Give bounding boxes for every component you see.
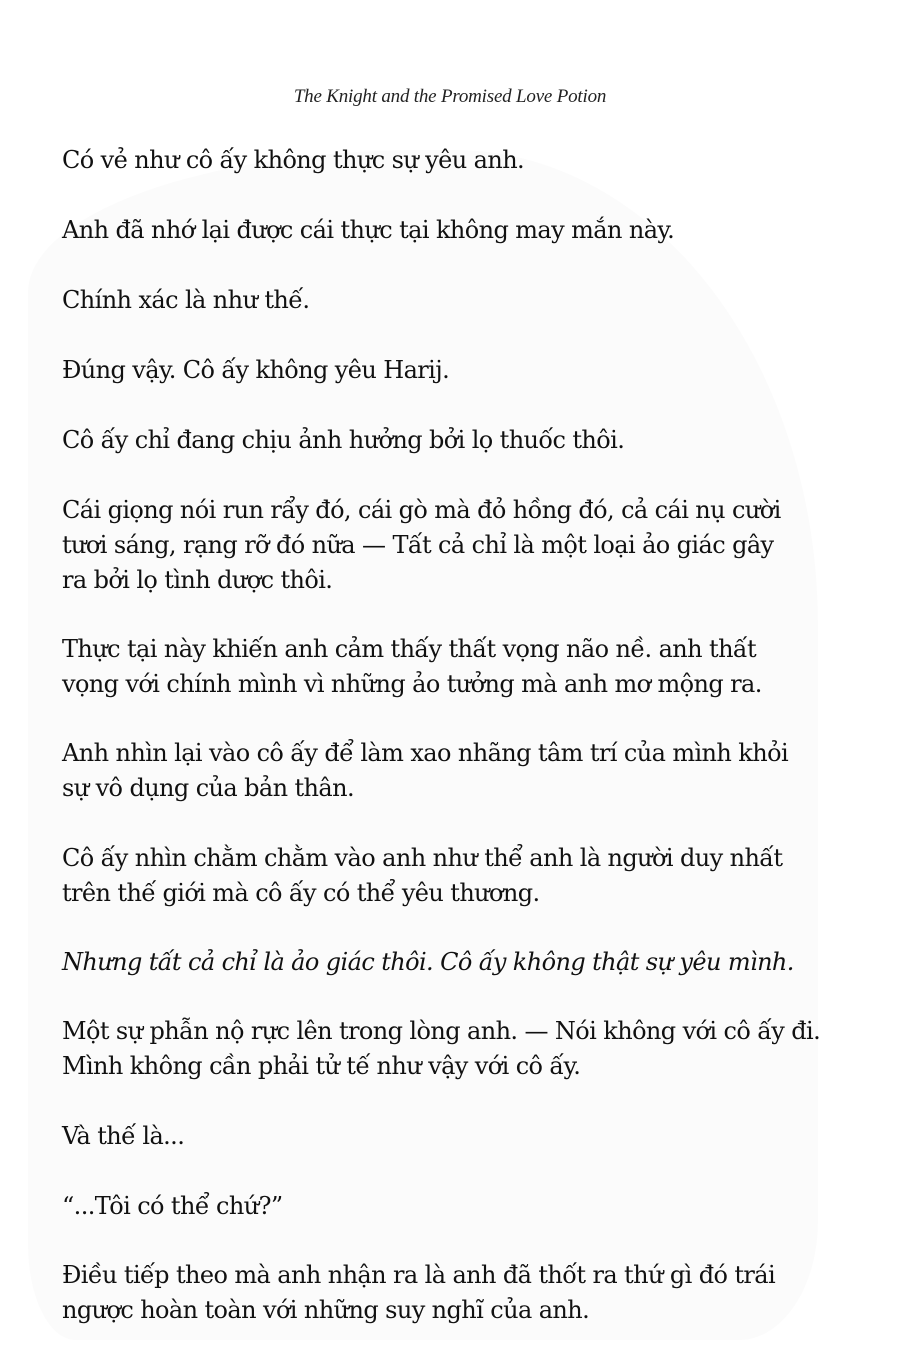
- text-line: Đúng vậy. Cô ấy không yêu Harij.: [62, 356, 450, 384]
- running-header-book-title: The Knight and the Promised Love Potion: [293, 86, 607, 107]
- paragraph-7: [62, 632, 762, 702]
- text-line: Và thế là...: [62, 1122, 185, 1150]
- paragraph-14: [62, 1258, 775, 1328]
- text-line: tươi sáng, rạng rỡ đó nữa — Tất cả chỉ là một loại ảo giác gây: [62, 531, 774, 559]
- paragraph-12: [62, 1119, 184, 1154]
- text-line: trên thế giới mà cô ấy có thể yêu thương.: [62, 879, 540, 907]
- paragraph-6: [62, 493, 781, 598]
- paragraph-11: [62, 1014, 820, 1084]
- paragraph-13-dialogue: [62, 1189, 283, 1224]
- text-line: Một sự phẫn nộ rực lên trong lòng anh. — Nói không với cô ấy đi.: [62, 1017, 821, 1045]
- text-line: Chính xác là như thế.: [62, 286, 310, 314]
- text-line: Cô ấy nhìn chằm chằm vào anh như thể anh là người duy nhất: [62, 844, 783, 872]
- text-line: sự vô dụng của bản thân.: [62, 774, 354, 802]
- text-line: Thực tại này khiến anh cảm thấy thất vọng não nề. anh thất: [62, 635, 757, 663]
- paragraph-5: [62, 423, 624, 458]
- paragraph-3: [62, 283, 309, 318]
- paragraph-2: [62, 213, 674, 248]
- paragraph-9: [62, 841, 782, 911]
- text-line: Nhưng tất cả chỉ là ảo giác thôi. Cô ấy không thật sự yêu mình.: [62, 948, 794, 976]
- text-line: ngược hoàn toàn với những suy nghĩ của anh.: [62, 1296, 590, 1324]
- paragraph-1: [62, 143, 524, 178]
- text-line: Điều tiếp theo mà anh nhận ra là anh đã thốt ra thứ gì đó trái: [62, 1261, 776, 1289]
- text-line: “...Tôi có thể chứ?”: [62, 1192, 283, 1220]
- text-line: Có vẻ như cô ấy không thực sự yêu anh.: [62, 146, 525, 174]
- paragraph-4: [62, 353, 449, 388]
- text-line: Anh nhìn lại vào cô ấy để làm xao nhãng tâm trí của mình khỏi: [62, 739, 789, 767]
- text-line: Mình không cần phải tử tế như vậy với cô ấy.: [62, 1052, 581, 1080]
- text-line: Cái giọng nói run rẩy đó, cái gò mà đỏ hồng đó, cả cái nụ cười: [62, 496, 781, 524]
- paragraph-10-italic-thought: [62, 945, 794, 980]
- paragraph-8: [62, 736, 788, 806]
- text-line: Cô ấy chỉ đang chịu ảnh hưởng bởi lọ thuốc thôi.: [62, 426, 625, 454]
- text-line: vọng với chính mình vì những ảo tưởng mà anh mơ mộng ra.: [62, 670, 762, 698]
- text-line: Anh đã nhớ lại được cái thực tại không may mắn này.: [62, 216, 675, 244]
- text-line: ra bởi lọ tình dược thôi.: [62, 566, 333, 594]
